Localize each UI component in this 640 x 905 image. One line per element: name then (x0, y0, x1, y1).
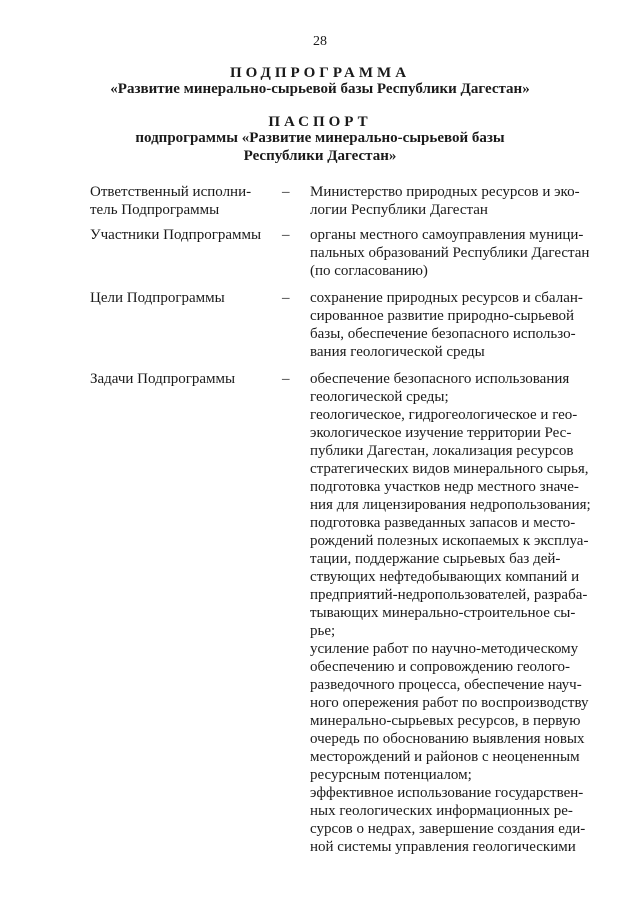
text-line: ной системы управления геологическими (310, 839, 576, 855)
document-subtitle: «Развитие минерально-сырьевой базы Республики Дагестан» (110, 81, 530, 97)
text-line: предприятий-недропользователей, разраба- (310, 587, 588, 603)
text-line: рождений полезных ископаемых к эксплуа- (310, 533, 589, 549)
text-line: экологическое изучение территории Рес- (310, 425, 572, 441)
text-line: пальных образований Республики Дагестан (310, 245, 590, 261)
text-line: ных геологических информационных ре- (310, 803, 573, 819)
text-line: ного опережения работ по воспроизводству (310, 695, 589, 711)
text-line: стратегических видов минерального сырья, (310, 461, 589, 477)
label-line: Ответственный исполни- (90, 184, 252, 200)
passport-title: ПАСПОРТ (268, 114, 372, 130)
text-line: Министерство природных ресурсов и эко- (310, 184, 580, 200)
row-label (90, 183, 270, 219)
label-line: Задачи Подпрограммы (90, 371, 236, 387)
row-label (90, 289, 270, 307)
document-title: ПОДПРОГРАММА (229, 65, 411, 81)
text-line: вания геологической среды (310, 344, 485, 360)
text-line: публики Дагестан, локализация ресурсов (310, 443, 574, 459)
text-line: (по согласованию) (310, 263, 428, 279)
text-line: ресурсным потенциалом; (310, 767, 472, 783)
text-line: сированное развитие природно-сырьевой (310, 308, 575, 324)
text-line: ствующих нефтедобывающих компаний и (310, 569, 580, 585)
text-line: логии Республики Дагестан (310, 202, 488, 218)
text-line: подготовка разведанных запасов и место- (310, 515, 576, 531)
text-line: базы, обеспечение безопасного использо- (310, 326, 576, 342)
row-dash: – (282, 227, 290, 243)
row-label (90, 370, 270, 388)
label-line: Участники Подпрограммы (90, 227, 262, 243)
text-line: разведочного процесса, обеспечение науч- (310, 677, 582, 693)
text-line: обеспечение безопасного использования (310, 371, 570, 387)
row-text (310, 370, 595, 856)
text-line: сурсов о недрах, завершение создания еди- (310, 821, 586, 837)
row-dash: – (282, 371, 290, 387)
passport-subtitle-line-2: Республики Дагестан» (243, 148, 397, 164)
row-dash: – (282, 184, 290, 200)
label-line: Цели Подпрограммы (90, 290, 225, 306)
text-line: месторождений и районов с неоцененным (310, 749, 580, 765)
text-line: геологической среды; (310, 389, 449, 405)
text-line: сохранение природных ресурсов и сбалан- (310, 290, 583, 306)
text-line: очередь по обоснованию выявления новых (310, 731, 585, 747)
row-dash: – (282, 290, 290, 306)
row-text (310, 289, 595, 361)
text-line: эффективное использование государствен- (310, 785, 584, 801)
label-line: тель Подпрограммы (90, 202, 220, 218)
passport-subtitle-line-1: подпрограммы «Развитие минерально-сырьевой базы (135, 130, 505, 146)
text-line: геологическое, гидрогеологическое и гео- (310, 407, 578, 423)
text-line: минерально-сырьевых ресурсов, в первую (310, 713, 581, 729)
row-label (90, 226, 270, 244)
text-line: подготовка участков недр местного значе- (310, 479, 579, 495)
text-line: тывающих минерально-строительное сы- (310, 605, 576, 621)
page-number: 28 (313, 34, 327, 49)
row-text (310, 226, 595, 280)
text-line: органы местного самоуправления муници- (310, 227, 584, 243)
text-line: тации, поддержание сырьевых баз дей- (310, 551, 561, 567)
text-line: усиление работ по научно-методическому (310, 641, 579, 657)
row-text (310, 183, 595, 219)
text-line: обеспечению и сопровождению геолого- (310, 659, 571, 675)
text-line: ния для лицензирования недропользования; (310, 497, 591, 513)
text-line: рье; (310, 623, 336, 639)
